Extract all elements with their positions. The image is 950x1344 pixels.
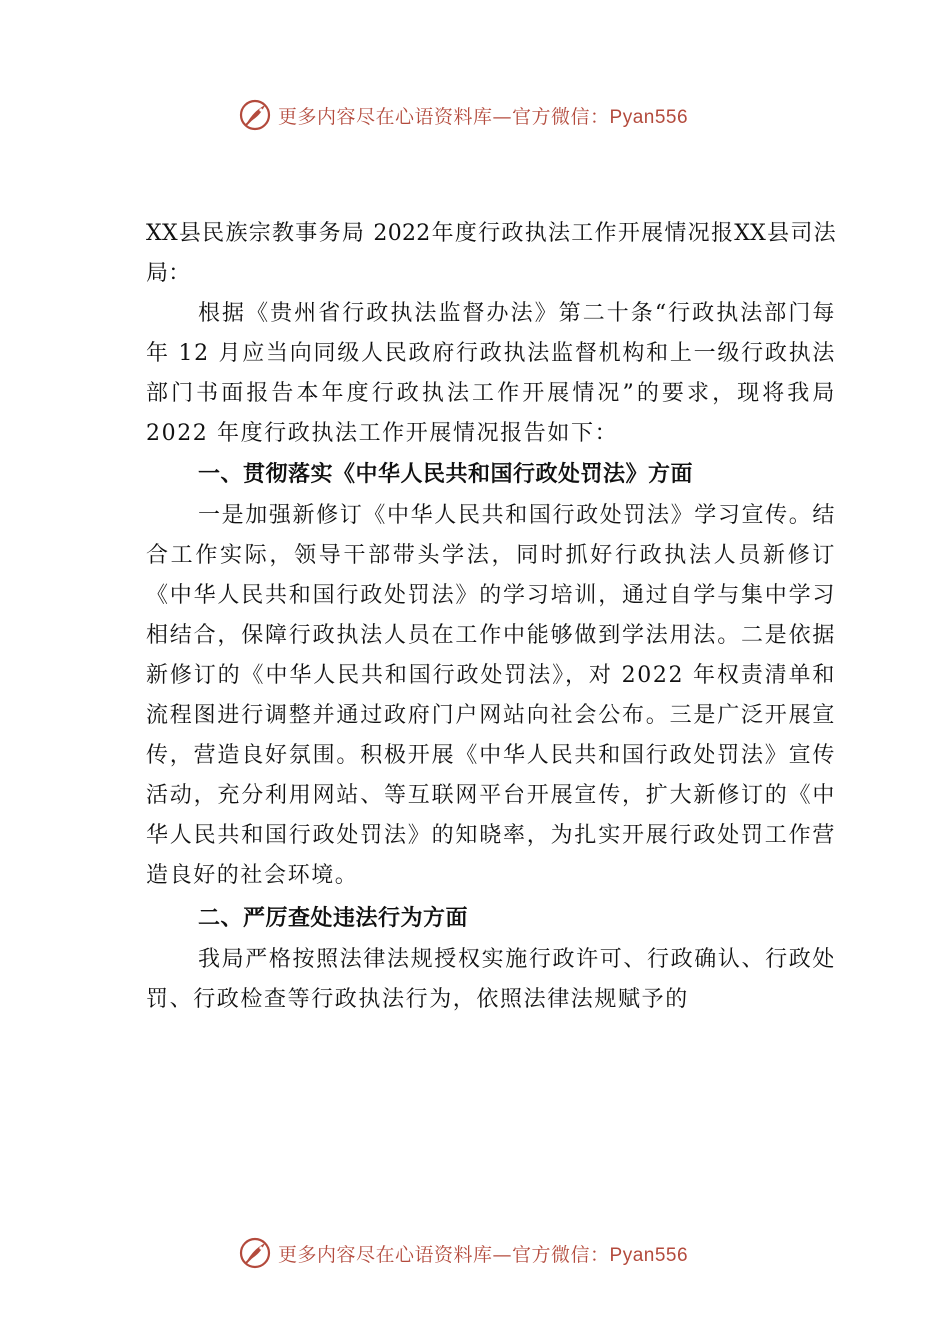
intro-paragraph: 根据《贵州省行政执法监督办法》第二十条“行政执法部门每年 12 月应当向同级人民政府行政执法监督机构和上一级行政执法部门书面报告本年度行政执法工作开展情况”的要求，现将我局 2022 年度行政执法工作开展情况报告如下：: [146, 301, 836, 446]
section1-paragraph: 一是加强新修订《中华人民共和国行政处罚法》学习宣传。结合工作实际，领导干部带头学法，同时抓好行政执法人员新修订《中华人民共和国行政处罚法》的学习培训，通过自学与集中学习相结合，保障行政执法人员在工作中能够做到学法用法。二是依据新修订的《中华人民共和国行政处罚法》，对 2022 年权责清单和流程图进行调整并通过政府门户网站向社会公布。三是广泛开展宣传，营造良好氛围。积极开展《中华人民共和国行政处罚法》宣传活动，充分利用网站、等互联网平台开展宣传，扩大新修订的《中华人民共和国行政处罚法》的知晓率，为扎实开展行政处罚工作营造良好的社会环境。: [146, 503, 836, 888]
watermark-text: 更多内容尽在心语资料库—官方微信：Pyan556: [278, 1243, 689, 1266]
section2-paragraph: 我局严格按照法律法规授权实施行政许可、行政确认、行政处罚、行政检查等行政执法行为，依照法律法规赋予的: [146, 947, 836, 1012]
section1-heading: 一、贯彻落实《中华人民共和国行政处罚法》方面: [198, 462, 694, 487]
quill-logo-icon: [238, 1236, 272, 1270]
quill-logo-icon: [238, 98, 272, 132]
watermark-banner-top: [238, 95, 738, 135]
watermark-account: Pyan556: [609, 106, 689, 128]
watermark-banner-bottom: [238, 1233, 738, 1273]
document-body: [146, 214, 836, 1020]
document-title: XX县民族宗教事务局 2022年度行政执法工作开展情况报XX县司法局：: [146, 221, 836, 286]
section2-heading: 二、严厉查处违法行为方面: [198, 906, 469, 931]
watermark-text: 更多内容尽在心语资料库—官方微信：Pyan556: [278, 105, 689, 128]
watermark-account: Pyan556: [609, 1244, 689, 1266]
